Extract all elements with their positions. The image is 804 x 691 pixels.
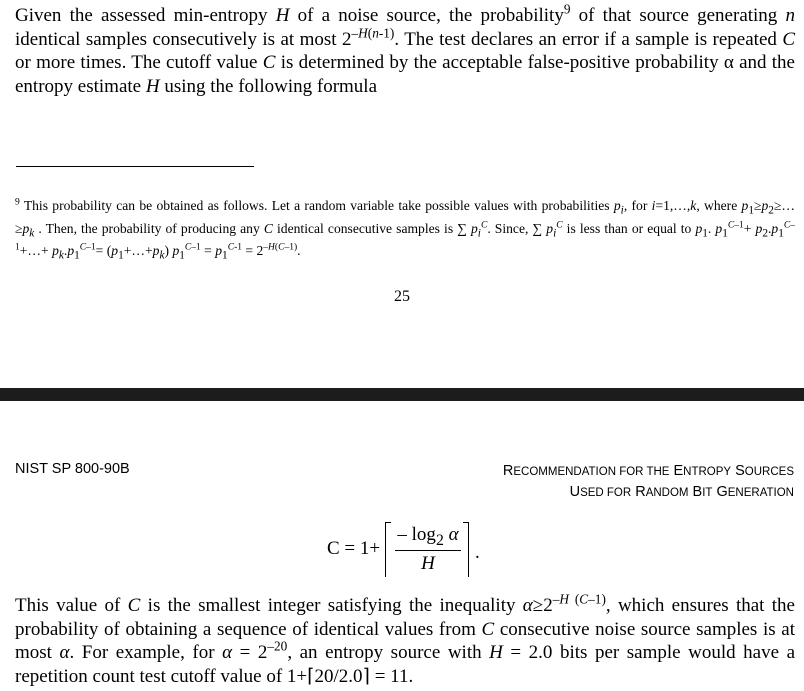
ceiling-left bbox=[385, 522, 391, 577]
formula-lhs: C = 1+ bbox=[327, 538, 381, 559]
fraction-bar bbox=[395, 550, 461, 551]
formula-denominator bbox=[393, 553, 463, 575]
formula-period: . bbox=[475, 542, 480, 563]
footnote-separator bbox=[16, 166, 254, 167]
header-title-line-2: USED FOR RANDOM BIT GENERATION bbox=[569, 484, 794, 500]
denominator-symbol: H bbox=[421, 553, 435, 574]
formula-numerator: – $\log_2 \alpha$ bbox=[397, 524, 459, 549]
page-divider bbox=[0, 388, 804, 401]
paragraph-min-entropy: Given the assessed min-entropy H of a noise source, the probability$^9$ of that source generating n identical samples consecutively is at most $2^{-H(n-1)}$. The test declares an error if a sample is repeated C or more times. The cutoff value C is determined by the acceptable false-positive probability α and the entropy estimate H using the following formula bbox=[15, 1, 795, 97]
paragraph-cutoff-explanation: This value of C is the smallest integer satisfying the inequality $\alpha\ge 2^{-H (C-1)}$, which ensures that the probability of obtaining a sequence of identical values from C consecutive noise source samples is at most α. For example, for $\alpha = 2^{-20}$, an entropy source with H = 2.0 bits per sample would have a repetition count test cutoff value of 1+⌈20/2.0⌉ = 11. bbox=[15, 591, 796, 687]
header-doc-id: NIST SP 800-90B bbox=[15, 461, 130, 477]
ceiling-right bbox=[463, 522, 469, 577]
ceiling-brackets bbox=[385, 520, 469, 578]
page-number: 25 bbox=[394, 288, 410, 305]
header-doc-title bbox=[503, 461, 794, 503]
footnote-9: $^9$ This probability can be obtained as follows. Let a random variable take possible values with probabilities $p_i$, for i=1,…,k, where $p_1\ge p_2\ge\dots\ge p_k$ . Then, the probability of producing any C identical consecutive samples is ∑ $p_i^C$. Since, ∑ $p_i^C$ is less than or equal to $p_1$. $p_1^{C-1}+$ $p_2.p_1^{C-1}+\dots+ p_k.p_1^{C-1}=$ $(p_1+\dots+p_k) p_1^{C-1} = p_1^{C-1} = 2^{-H(C-1)}$. bbox=[15, 197, 796, 263]
header-title-line-1: RECOMMENDATION FOR THE ENTROPY SOURCES bbox=[502, 463, 794, 479]
